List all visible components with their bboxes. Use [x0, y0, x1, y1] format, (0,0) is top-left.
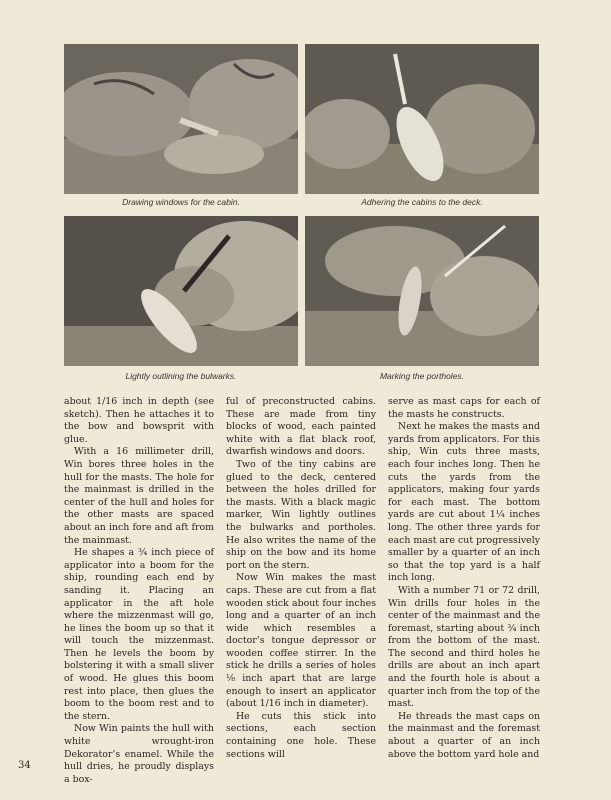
paragraph: He threads the mast caps on the mainmast and the foremast about a quarter of an inch above the bottom yard hole and	[388, 710, 540, 760]
caption-drawing-windows: Drawing windows for the cabin.	[122, 197, 240, 207]
paragraph: Two of the tiny cabins are glued to the deck, centered between the holes drilled for the masts. With a black magic marker, Win lightly outlines the bulwarks and portholes. He also writes the name of the ship on the bow and its home port on the stern.	[226, 458, 376, 571]
page-number: 34	[18, 760, 31, 771]
paragraph: Now Win paints the hull with white wrought-iron Dekorator’s enamel. While the hull dries, he proudly displays a box-	[64, 723, 214, 785]
photo-adhering-cabins	[305, 44, 539, 194]
paragraph: Now Win makes the mast caps. These are cut from a flat wooden stick about four inches long and a quarter of an inch wide which resembles a doctor’s tongue depressor or wooden coffee stirrer. In the stick he drills a series of holes ⅛ inch apart that are large enough to insert an applicator (about 1/16 inch in diameter).	[226, 572, 376, 710]
photo-marking-portholes	[305, 216, 539, 366]
paragraph: He cuts this stick into sections, each section containing one hole. These sections will	[226, 710, 376, 760]
paragraph: Next he makes the masts and yards from applicators. For this ship, Win cuts three masts, each four inches long. Then he cuts the yards from the applicators, making four yards for each mast. The bottom yards are cut about 1¼ inches long. The other three yards for each mast are cut progressively smaller by a quarter of an inch so that the top yard is a half inch long.	[388, 421, 540, 584]
paragraph: With a 16 millimeter drill, Win bores three holes in the hull for the masts. The hole for the mainmast is drilled in the center of the hull and holes for the other masts are spaced about an inch fore and aft from the mainmast.	[64, 446, 214, 546]
paragraph: He shapes a ¾ inch piece of applicator into a boom for the ship, rounding each end by sanding it. Placing an applicator in the aft hole where the mizzenmast will go, he lines the boom up so that it will touch the mizzenmast. Then he levels the boom by bolstering it with a small sliver of wood. He glues this boom rest into place, then glues the boom to the boom rest and to the stern.	[64, 547, 214, 722]
photo-outlining-bulwarks	[64, 216, 298, 366]
photo-drawing-windows	[64, 44, 298, 194]
paragraph: about 1/16 inch in depth (see sketch). Then he attaches it to the bow and bowsprit with glue.	[64, 396, 214, 445]
text-column-1	[64, 396, 214, 786]
paragraph: ful of preconstructed cabins. These are made from tiny blocks of wood, each painted white with a flat black roof, dwarfish windows and doors.	[226, 396, 376, 458]
caption-marking-portholes: Marking the portholes.	[379, 371, 465, 381]
paragraph: With a number 71 or 72 drill, Win drills four holes in the center of the mainmast and the foremast, starting about ¾ inch from the bottom of the mast. The second and third holes he drills are about an inch apart and the fourth hole is about a quarter inch from the top of the mast.	[388, 584, 540, 710]
text-column-3	[388, 396, 540, 761]
paragraph: serve as mast caps for each of the masts he constructs.	[388, 396, 540, 420]
text-column-2	[226, 396, 376, 761]
caption-outlining-bulwarks: Lightly outlining the bulwarks.	[125, 371, 237, 381]
caption-adhering-cabins: Adhering the cabins to the deck.	[361, 197, 483, 207]
